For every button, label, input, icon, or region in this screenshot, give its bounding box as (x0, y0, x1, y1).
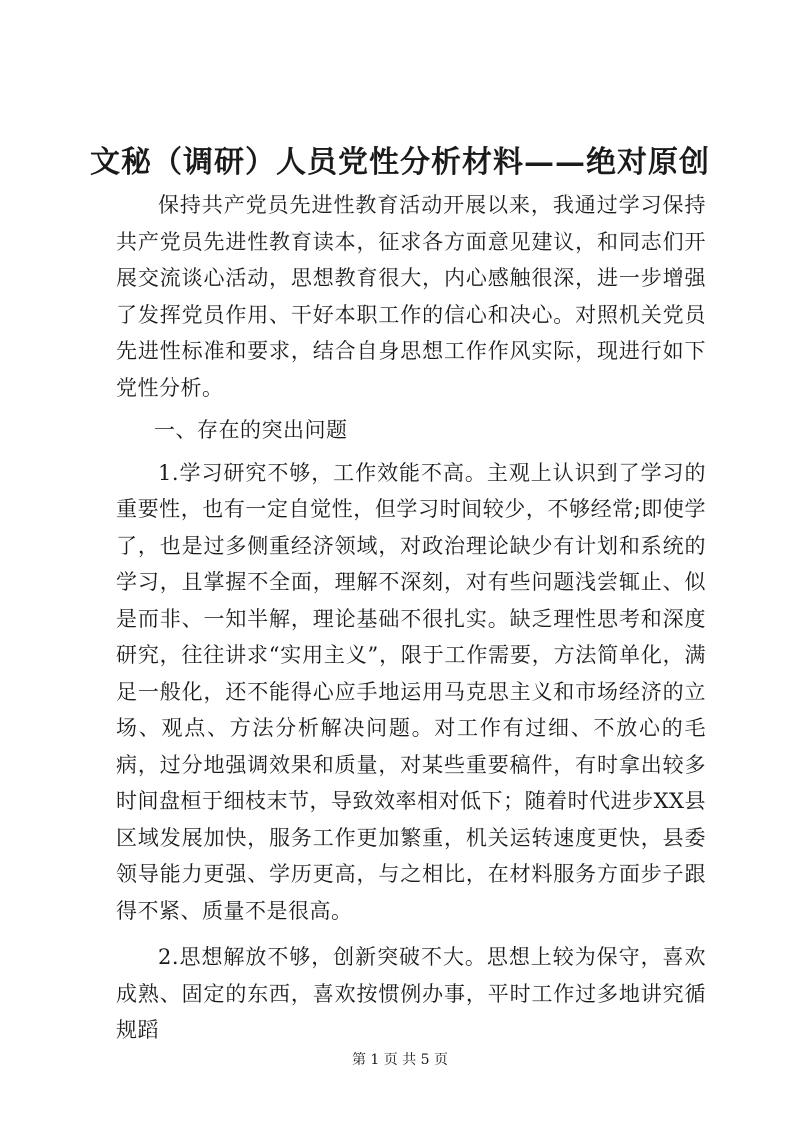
problem-item-1: 1.学习研究不够，工作效能不高。主观上认识到了学习的重要性，也有一定自觉性，但学习时间较少，不够经常;即使学了，也是过多侧重经济领域，对政治理论缺少有计划和系统的学习，且掌握不全面，理解不深刻，对有些问题浅尝辄止、似是而非、一知半解，理论基础不很扎实。缺乏理性思考和深度研究，往往讲求“实用主义”，限于工作需要，方法简单化，满足一般化，还不能得心应手地运用马克思主义和市场经济的立场、观点、方法分析解决问题。对工作有过细、不放心的毛病，过分地强调效果和质量，对某些重要稿件，有时拿出较多时间盘桓于细枝末节，导致效率相对低下；随着时代进步XX县区域发展加快，服务工作更加繁重，机关运转速度更快，县委领导能力更强、学历更高，与之相比，在材料服务方面步子跟得不紧、质量不是很高。 (116, 460, 706, 923)
document-title: 文秘（调研）人员党性分析材料——绝对原创 (90, 145, 710, 180)
page-footer: 第 1 页 共 5 页 (351, 1052, 449, 1068)
problem-item-2: 2.思想解放不够，创新突破不大。思想上较为保守，喜欢成熟、固定的东西，喜欢按惯例办事，平时工作过多地讲究循规蹈 (116, 945, 706, 1042)
intro-paragraph: 保持共产党员先进性教育活动开展以来，我通过学习保持共产党员先进性教育读本，征求各方面意见建议，和同志们开展交流谈心活动，思想教育很大，内心感触很深，进一步增强了发挥党员作用、干好本职工作的信心和决心。对照机关党员先进性标准和要求，结合自身思想工作作风实际，现进行如下党性分析。 (116, 193, 706, 400)
section-heading: 一、存在的突出问题 (154, 418, 348, 442)
document-body (116, 187, 706, 1049)
